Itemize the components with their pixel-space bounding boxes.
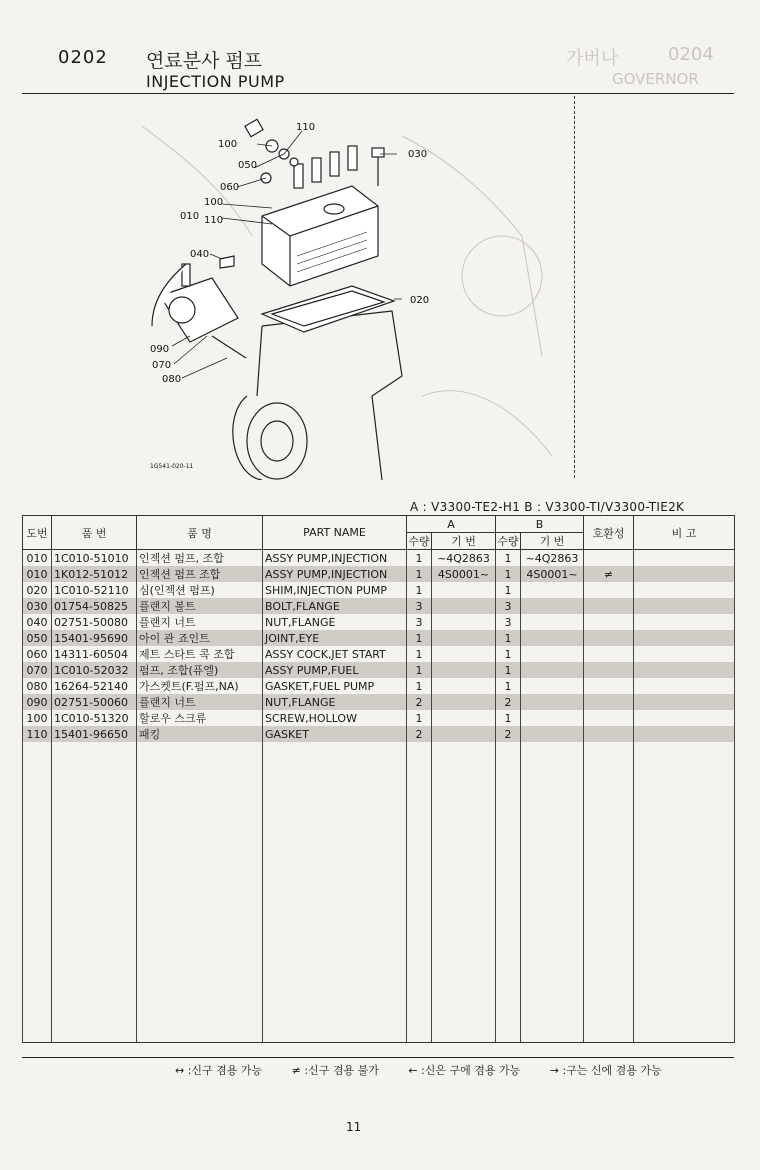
cell-serial-b: ~4Q2863 <box>521 550 584 567</box>
cell-ref: 020 <box>23 582 52 598</box>
cell-qty-b: 2 <box>496 726 521 742</box>
cell-compat <box>584 646 634 662</box>
figure-code: 1G541-020-11 <box>150 463 194 470</box>
cell-remarks <box>634 614 735 630</box>
table-row <box>23 662 735 678</box>
cell-name-kr: 제트 스타트 콕 조합 <box>137 646 263 662</box>
cell-compat <box>584 550 634 567</box>
cell-serial-b <box>521 678 584 694</box>
cell-serial-b: 4S0001~ <box>521 566 584 582</box>
callout-label: 070 <box>152 360 172 371</box>
callout-label: 030 <box>408 149 428 160</box>
cell-part-name: JOINT,EYE <box>263 630 407 646</box>
cell-serial-a <box>432 678 496 694</box>
cell-serial-a <box>432 582 496 598</box>
empty-cell <box>137 742 263 1043</box>
cell-qty-b: 3 <box>496 614 521 630</box>
cell-serial-a: 4S0001~ <box>432 566 496 582</box>
section-code: 0202 <box>58 47 108 68</box>
cell-part-no: 1C010-52032 <box>52 662 137 678</box>
cell-remarks <box>634 582 735 598</box>
cell-qty-a: 1 <box>407 678 432 694</box>
cell-remarks <box>634 726 735 742</box>
cell-serial-a <box>432 710 496 726</box>
cell-qty-b: 1 <box>496 630 521 646</box>
cell-qty-b: 1 <box>496 566 521 582</box>
cell-ref: 110 <box>23 726 52 742</box>
cell-name-kr: 플랜지 볼트 <box>137 598 263 614</box>
col-group-b: B <box>496 516 584 533</box>
cell-name-kr: 플랜지 너트 <box>137 614 263 630</box>
table-row <box>23 582 735 598</box>
section-title-en: INJECTION PUMP <box>146 72 285 91</box>
cell-serial-a <box>432 646 496 662</box>
cell-remarks <box>634 550 735 567</box>
cell-name-kr: 할로우 스크류 <box>137 710 263 726</box>
model-applicability: A : V3300-TE2-H1 B : V3300-TI/V3300-TIE2K <box>410 500 685 514</box>
cell-qty-a: 1 <box>407 630 432 646</box>
empty-cell <box>432 742 496 1043</box>
cell-serial-b <box>521 614 584 630</box>
parts-table <box>22 515 735 1043</box>
cell-part-name: NUT,FLANGE <box>263 614 407 630</box>
cell-ref: 070 <box>23 662 52 678</box>
cell-part-name: GASKET,FUEL PUMP <box>263 678 407 694</box>
cell-qty-a: 3 <box>407 614 432 630</box>
cell-part-name: SHIM,INJECTION PUMP <box>263 582 407 598</box>
cell-serial-a <box>432 614 496 630</box>
cell-serial-a <box>432 726 496 742</box>
cell-remarks <box>634 710 735 726</box>
table-row <box>23 678 735 694</box>
cell-name-kr: 플랜지 너트 <box>137 694 263 710</box>
cell-serial-a: ~4Q2863 <box>432 550 496 567</box>
header-rule <box>22 93 734 94</box>
exploded-diagram <box>22 96 574 480</box>
col-serial-a: 기 번 <box>432 533 496 550</box>
cell-name-kr: 심(인젝션 펌프) <box>137 582 263 598</box>
cell-part-no: 16264-52140 <box>52 678 137 694</box>
ghost-title-en: GOVERNOR <box>612 70 699 88</box>
cell-qty-b: 1 <box>496 662 521 678</box>
cell-part-no: 1K012-51012 <box>52 566 137 582</box>
cell-part-name: ASSY PUMP,FUEL <box>263 662 407 678</box>
empty-cell <box>521 742 584 1043</box>
ghost-title-kr: 가버나 <box>566 48 619 69</box>
empty-cell <box>634 742 735 1043</box>
cell-remarks <box>634 646 735 662</box>
cell-serial-a <box>432 694 496 710</box>
cell-compat <box>584 630 634 646</box>
table-row <box>23 630 735 646</box>
cell-qty-a: 1 <box>407 662 432 678</box>
cell-qty-b: 2 <box>496 694 521 710</box>
cell-name-kr: 아이 관 죠인트 <box>137 630 263 646</box>
cell-remarks <box>634 630 735 646</box>
cell-qty-a: 1 <box>407 710 432 726</box>
cell-serial-b <box>521 694 584 710</box>
cell-part-no: 15401-95690 <box>52 630 137 646</box>
callout-label: 080 <box>162 374 182 385</box>
cell-serial-b <box>521 582 584 598</box>
cell-compat <box>584 694 634 710</box>
cell-part-no: 1C010-52110 <box>52 582 137 598</box>
cell-part-name: SCREW,HOLLOW <box>263 710 407 726</box>
cell-name-kr: 인젝션 펌프, 조합 <box>137 550 263 567</box>
col-group-a: A <box>407 516 496 533</box>
cell-qty-b: 1 <box>496 550 521 567</box>
cell-compat <box>584 662 634 678</box>
col-part-no: 품 번 <box>52 516 137 550</box>
callout-label: 010 <box>180 211 200 222</box>
callout-label: 020 <box>410 295 430 306</box>
cell-compat <box>584 710 634 726</box>
col-ref: 도번 <box>23 516 52 550</box>
table-row <box>23 598 735 614</box>
cell-part-no: 15401-96650 <box>52 726 137 742</box>
cell-remarks <box>634 566 735 582</box>
cell-name-kr: 가스켓트(F.펌프,NA) <box>137 678 263 694</box>
ghost-code: 0204 <box>668 44 714 65</box>
cell-serial-a <box>432 630 496 646</box>
cell-ref: 060 <box>23 646 52 662</box>
cell-part-name: GASKET <box>263 726 407 742</box>
table-row <box>23 710 735 726</box>
cell-ref: 050 <box>23 630 52 646</box>
empty-cell <box>52 742 137 1043</box>
table-row <box>23 614 735 630</box>
table-row <box>23 566 735 582</box>
cell-part-name: ASSY PUMP,INJECTION <box>263 566 407 582</box>
cell-serial-b <box>521 598 584 614</box>
cell-ref: 040 <box>23 614 52 630</box>
table-row <box>23 694 735 710</box>
section-title-kr: 연료분사 펌프 <box>146 50 263 72</box>
cell-remarks <box>634 694 735 710</box>
col-name-kr: 품 명 <box>137 516 263 550</box>
callout-label: 100 <box>204 197 224 208</box>
cell-compat <box>584 614 634 630</box>
col-part-name: PART NAME <box>263 516 407 550</box>
legend-item: → :구는 신에 겸용 가능 <box>549 1064 662 1077</box>
cell-qty-a: 2 <box>407 694 432 710</box>
cell-remarks <box>634 598 735 614</box>
page-number: 11 <box>346 1120 362 1134</box>
legend-item: ← :신은 구에 겸용 가능 <box>408 1064 521 1077</box>
cell-ref: 100 <box>23 710 52 726</box>
cell-part-name: BOLT,FLANGE <box>263 598 407 614</box>
empty-cell <box>584 742 634 1043</box>
table-row <box>23 646 735 662</box>
cell-part-name: ASSY COCK,JET START <box>263 646 407 662</box>
cell-ref: 030 <box>23 598 52 614</box>
callout-label: 050 <box>238 160 258 171</box>
legend-item: ↔ :신구 겸용 가능 <box>175 1064 263 1077</box>
engine-block <box>233 311 402 480</box>
cell-qty-b: 1 <box>496 710 521 726</box>
cell-qty-b: 1 <box>496 646 521 662</box>
cell-serial-a <box>432 598 496 614</box>
cell-ref: 090 <box>23 694 52 710</box>
table-row <box>23 550 735 567</box>
cell-part-name: NUT,FLANGE <box>263 694 407 710</box>
cell-compat <box>584 598 634 614</box>
cell-qty-a: 3 <box>407 598 432 614</box>
pump-body <box>262 146 378 286</box>
cell-serial-b <box>521 710 584 726</box>
cell-serial-b <box>521 646 584 662</box>
cell-part-no: 1C010-51010 <box>52 550 137 567</box>
cell-compat: ≠ <box>584 566 634 582</box>
col-compat: 호환성 <box>584 516 634 550</box>
cell-compat <box>584 726 634 742</box>
cell-qty-b: 1 <box>496 678 521 694</box>
callout-label: 110 <box>204 215 224 226</box>
col-qty-b: 수량 <box>496 533 521 550</box>
cell-part-no: 1C010-51320 <box>52 710 137 726</box>
callout-label: 100 <box>218 139 238 150</box>
empty-cell <box>263 742 407 1043</box>
cell-name-kr: 패킹 <box>137 726 263 742</box>
cell-compat <box>584 582 634 598</box>
cell-qty-a: 1 <box>407 566 432 582</box>
empty-cell <box>496 742 521 1043</box>
empty-cell <box>407 742 432 1043</box>
callout-label: 090 <box>150 344 170 355</box>
footer-rule <box>22 1057 734 1058</box>
col-serial-b: 기 번 <box>521 533 584 550</box>
table-row <box>23 726 735 742</box>
cell-name-kr: 펌프, 조합(퓨엘) <box>137 662 263 678</box>
diagram-divider <box>574 96 575 478</box>
cell-compat <box>584 678 634 694</box>
callout-label: 060 <box>220 182 240 193</box>
cell-part-no: 01754-50825 <box>52 598 137 614</box>
legend-item: ≠ :신구 겸용 불가 <box>291 1064 379 1077</box>
cell-ref: 010 <box>23 566 52 582</box>
cell-qty-a: 1 <box>407 646 432 662</box>
cell-name-kr: 인젝션 펌프 조합 <box>137 566 263 582</box>
cell-qty-a: 1 <box>407 582 432 598</box>
callout-label: 110 <box>296 122 316 133</box>
cell-serial-b <box>521 726 584 742</box>
cell-part-no: 14311-60504 <box>52 646 137 662</box>
cell-ref: 010 <box>23 550 52 567</box>
cell-qty-b: 1 <box>496 582 521 598</box>
cell-remarks <box>634 678 735 694</box>
cell-remarks <box>634 662 735 678</box>
compat-legend <box>175 1062 688 1078</box>
cell-qty-b: 3 <box>496 598 521 614</box>
cell-ref: 080 <box>23 678 52 694</box>
empty-cell <box>23 742 52 1043</box>
cell-serial-b <box>521 662 584 678</box>
cell-serial-b <box>521 630 584 646</box>
cell-part-no: 02751-50080 <box>52 614 137 630</box>
col-remarks: 비 고 <box>634 516 735 550</box>
cell-part-name: ASSY PUMP,INJECTION <box>263 550 407 567</box>
cell-serial-a <box>432 662 496 678</box>
table-filler <box>23 742 735 1043</box>
cell-qty-a: 1 <box>407 550 432 567</box>
gasket-plate <box>262 286 394 332</box>
cell-part-no: 02751-50060 <box>52 694 137 710</box>
col-qty-a: 수량 <box>407 533 432 550</box>
callout-label: 040 <box>190 249 210 260</box>
cell-qty-a: 2 <box>407 726 432 742</box>
